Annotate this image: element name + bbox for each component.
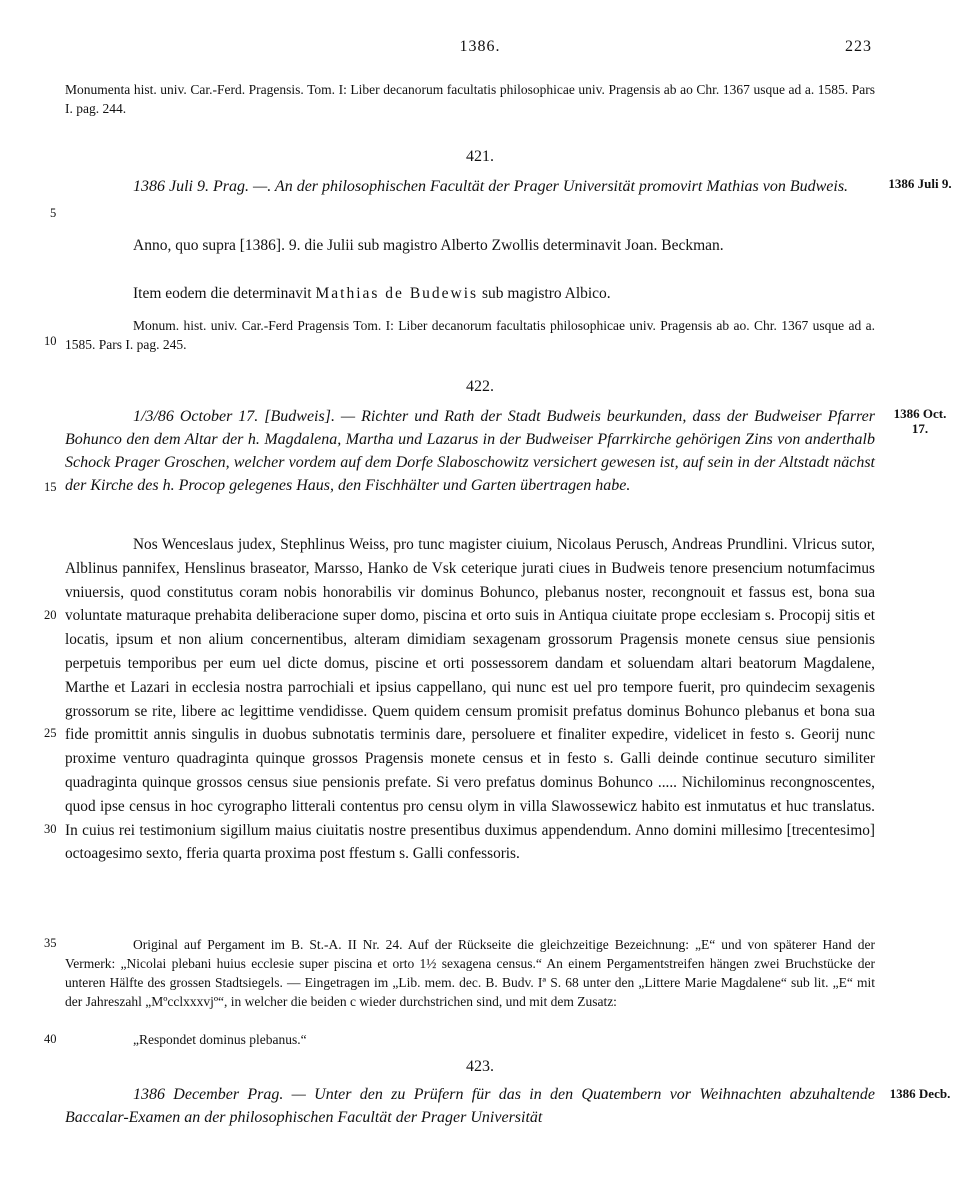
line-number: 20 bbox=[44, 608, 57, 622]
line-number: 40 bbox=[44, 1032, 57, 1046]
page-number: 223 bbox=[845, 38, 872, 55]
note-422: Original auf Pergament im B. St.-A. II Nr. 24. Auf der Rückseite die gleichzeitige Bezeichnung: „E“ und von späterer Hand der Vermerk: „Nicolai plebani huius ecclesie super piscina et orto 1½ sexagena census.“ An einem Pergamentstreifen hängen zwei Bruchstücke der unteren Hälfte des grossen Stadtsiegels. — Eingetragen im „Lib. mem. dec. B. Budv. Iª S. 68 unter den „Littere Marie Magdalene“ sub lit. „E“ mit der Jahreszahl „Mºcclxxxvjº“, in welcher die beiden c wieder durchstrichen sind, und mit dem Zusatz: bbox=[65, 937, 875, 1009]
margin-date-421: 1386 Juli 9. bbox=[888, 176, 952, 191]
margin-date-422: 1386 Oct. 17. bbox=[893, 406, 947, 436]
line-number: 10 bbox=[44, 334, 57, 348]
margin-date-423: 1386 Decb. bbox=[889, 1086, 951, 1101]
text-421-line2-a: Item eodem die determinavit bbox=[133, 285, 316, 302]
top-source-note: Monumenta hist. univ. Car.-Ferd. Pragensis. Tom. I: Liber decanorum facultatis philosophicae univ. Pragensis ab ao Chr. 1367 usque ad a. 1585. Pars I. pag. 244. bbox=[65, 82, 875, 116]
text-421-line2-b: sub magistro Albico. bbox=[478, 285, 611, 302]
regest-421: 1386 Juli 9. Prag. —. An der philosophischen Facultät der Prager Universität promovirt Mathias von Budweis. bbox=[133, 178, 849, 195]
line-number: 5 bbox=[50, 206, 57, 220]
page-header bbox=[0, 38, 960, 58]
line-number: 25 bbox=[44, 726, 57, 740]
regest-423: 1386 December Prag. — Unter den zu Prüfern für das in den Quatembern vor Weihnachten abzuhaltende Baccalar-Examen an der philosophischen Facultät der Prager Universität bbox=[65, 1086, 875, 1126]
line-number: 35 bbox=[44, 936, 57, 950]
source-421: Monum. hist. univ. Car.-Ferd Pragensis Tom. I: Liber decanorum facultatis philosophicae univ. Pragensis ab ao. Chr. 1367 usque ad a. 1585. Pars I. pag. 245. bbox=[65, 318, 875, 352]
text-421-line2 bbox=[65, 282, 875, 305]
note-422-addition: „Respondet dominus plebanus.“ bbox=[133, 1032, 307, 1047]
line-number: 30 bbox=[44, 822, 57, 836]
text-422: Nos Wenceslaus judex, Stephlinus Weiss, pro tunc magister ciuium, Nicolaus Perusch, Andreas Prundlini. Vlricus sutor, Alblinus pannifex, Henslinus braseator, Marsso, Hanko de Vsk ceterique jurati ciues in Budweis tenore presencium notumfacimus vniuersis, quod constitutus coram nobis honorabilis vir dominus Bohunco, plebanus noster, recongnouit et fassus est, bona sua voluntate maturaque prehabita deliberacione super domo, piscina et orto suis in Antiqua ciuitate prope ecclesiam s. Procopij sitis et locatis, ipsum et non alium concernentibus, alteram dimidiam sexagenam grossorum Pragensis monete census siue pensionis perpetuis temporibus per eum uel dicte domus, piscine et orti possessorem dandam et soluendam altari beatorum Magdalene, Marthe et Lazari in ecclesia nostra parrochiali et ipsius cappellano, qui nunc est uel pro tempore fuerit, pro quindecim sexagenis grossorum se rite, libere ac legittime vendidisse. Quem quidem censum promisit prefatus dominus Bohunco plebanus et bona sua fide promittit annis singulis in duobus subnotatis terminis dare, persoluere et finaliter expedire, videlicet in festo s. Georij nunc proxime venturo quadraginta quinque grossos Pragensis monete census et in festo s. Galli deinde continue secuturo similiter quadraginta quinque grossos census siue pensionis prefate. Si vero prefatus dominus Bohunco ..... Nichilominus recongnoscentes, quod ipse census in hoc cyrographo litterali contentus pro censu olym in villa Slawossewicz habito est inmutatus et huc translatus. In cuius rei testimonium sigillum maius ciuitatis nostre presentibus duximus appendendum. Anno domini millesimo [trecentesimo] octoagesimo sexto, fferia quarta proxima post ffestum s. Galli confessoris. bbox=[65, 536, 875, 863]
text-421-line1: Anno, quo supra [1386]. 9. die Julii sub magistro Alberto Zwollis determinavit Joan. Beckman. bbox=[133, 237, 724, 254]
running-year: 1386. bbox=[459, 38, 501, 55]
text-421-name: Mathias de Budewis bbox=[315, 285, 479, 302]
document-number-423: 423. bbox=[466, 1058, 494, 1075]
document-number-421: 421. bbox=[466, 148, 494, 165]
document-number-422: 422. bbox=[466, 378, 494, 395]
line-number: 15 bbox=[44, 480, 57, 494]
regest-422: 1/3/86 October 17. [Budweis]. — Richter und Rath der Stadt Budweis beurkunden, dass der Budweiser Pfarrer Bohunco den dem Altar der h. Magdalena, Martha und Lazarus in der Budweiser Pfarrkirche gehörigen Zins von anderthalb Schock Prager Groschen, welcher vordem auf dem Dorfe Slaboschowitz versichert gewesen ist, auf sein in der Altstadt nächst der Kirche des h. Procop gelegenes Haus, den Fischhälter und Garten übertragen habe. bbox=[65, 408, 875, 494]
